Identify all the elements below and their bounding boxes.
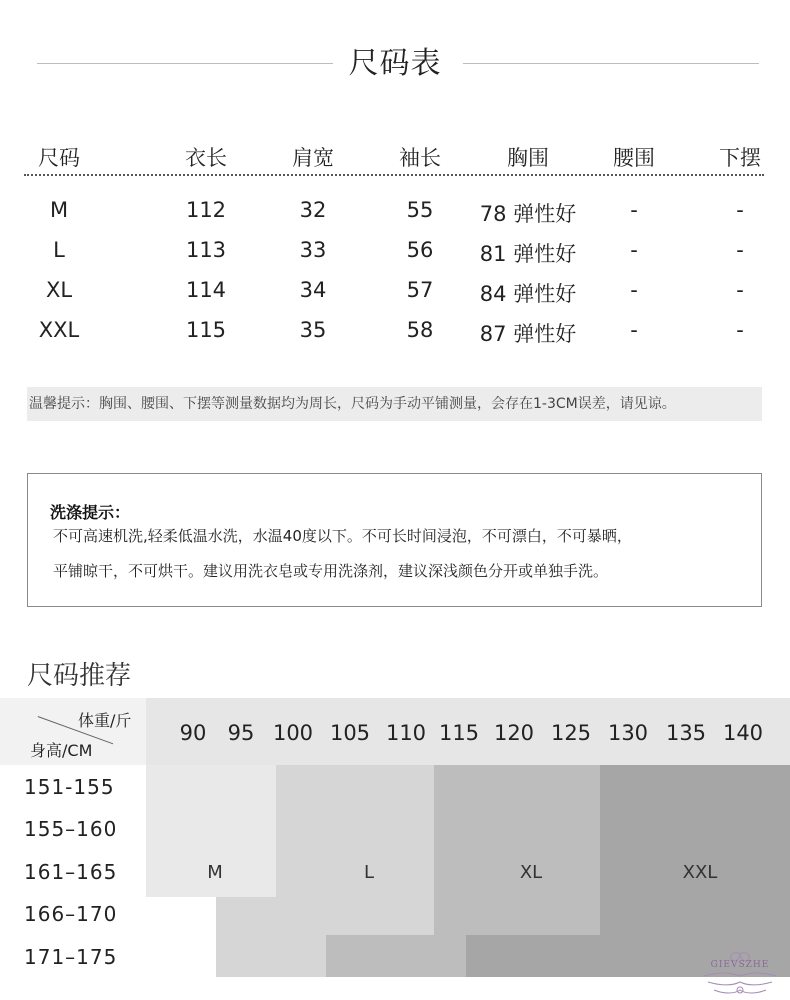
page-title: 尺码表: [348, 46, 442, 81]
height-label: 171–175: [24, 945, 118, 969]
height-label: 161–165: [24, 860, 118, 884]
cell-size: L: [53, 238, 65, 262]
cell-length: 112: [185, 198, 227, 222]
brand-logo-ornament: [694, 950, 786, 996]
weight-label: 135: [665, 721, 707, 745]
col-header-shoulder: 肩宽: [292, 146, 334, 170]
weight-label: 125: [550, 721, 592, 745]
zone-label-xxl: XXL: [682, 862, 718, 883]
col-header-waist: 腰围: [613, 146, 655, 170]
cell-chest: 84 弹性好: [479, 282, 577, 306]
col-header-size: 尺码: [38, 146, 80, 170]
cell-waist: -: [630, 278, 638, 302]
cell-shoulder: 34: [299, 278, 327, 302]
col-header-sleeve: 袖长: [399, 146, 441, 170]
cell-sleeve: 56: [406, 238, 434, 262]
weight-label: 140: [722, 721, 764, 745]
cell-length: 113: [185, 238, 227, 262]
zone-label-m: M: [207, 862, 223, 883]
cell-length: 114: [185, 278, 227, 302]
weight-label: 130: [607, 721, 649, 745]
measurement-notice: 温馨提示：胸围、腰围、下摆等测量数据均为周长，尺码为手动平铺测量，会存在1-3CM误差，请见谅。: [27, 387, 762, 421]
cell-sleeve: 58: [406, 318, 434, 342]
cell-shoulder: 33: [299, 238, 327, 262]
recommend-title: 尺码推荐: [27, 661, 132, 691]
cell-sleeve: 55: [406, 198, 434, 222]
cell-hem: -: [736, 278, 744, 302]
col-header-length: 衣长: [185, 146, 227, 170]
weight-label: 110: [385, 721, 427, 745]
zone-empty: [146, 897, 216, 977]
cell-size: XL: [45, 278, 73, 302]
col-header-hem: 下摆: [719, 146, 761, 170]
wash-line-2: 平铺晾干，不可烘干。建议用洗衣皂或专用洗涤剂，建议深浅颜色分开或单独手洗。: [53, 562, 609, 580]
weight-label: 105: [329, 721, 371, 745]
cell-chest: 87 弹性好: [479, 322, 577, 346]
header-divider: [24, 174, 764, 176]
cell-shoulder: 35: [299, 318, 327, 342]
col-header-chest: 胸围: [507, 146, 549, 170]
height-label: 151-155: [24, 775, 115, 799]
cell-hem: -: [736, 198, 744, 222]
height-label: 155–160: [24, 817, 118, 841]
cell-size: M: [49, 198, 69, 222]
cell-shoulder: 32: [299, 198, 327, 222]
wash-title: 洗涤提示：: [50, 503, 131, 522]
corner-weight-label: 体重/斤: [78, 711, 132, 730]
weight-label: 115: [438, 721, 480, 745]
weight-label: 120: [493, 721, 535, 745]
wash-line-1: 不可高速机洗,轻柔低温水洗，水温40度以下。不可长时间浸泡，不可漂白，不可暴晒，: [53, 527, 632, 545]
zone-label-l: L: [363, 862, 375, 883]
cell-waist: -: [630, 198, 638, 222]
cell-chest: 78 弹性好: [479, 202, 577, 226]
cell-sleeve: 57: [406, 278, 434, 302]
cell-hem: -: [736, 238, 744, 262]
wash-instructions-box: [27, 473, 762, 607]
weight-label: 100: [272, 721, 314, 745]
corner-height-label: 身高/CM: [30, 741, 93, 760]
cell-size: XXL: [38, 318, 80, 342]
height-label: 166–170: [24, 902, 118, 926]
cell-hem: -: [736, 318, 744, 342]
cell-waist: -: [630, 238, 638, 262]
weight-label: 90: [179, 721, 207, 745]
cell-chest: 81 弹性好: [479, 242, 577, 266]
weight-label: 95: [227, 721, 255, 745]
zone-label-xl: XL: [519, 862, 543, 883]
brand-logo-text: GIEVSZHE: [710, 960, 770, 970]
cell-length: 115: [185, 318, 227, 342]
cell-waist: -: [630, 318, 638, 342]
